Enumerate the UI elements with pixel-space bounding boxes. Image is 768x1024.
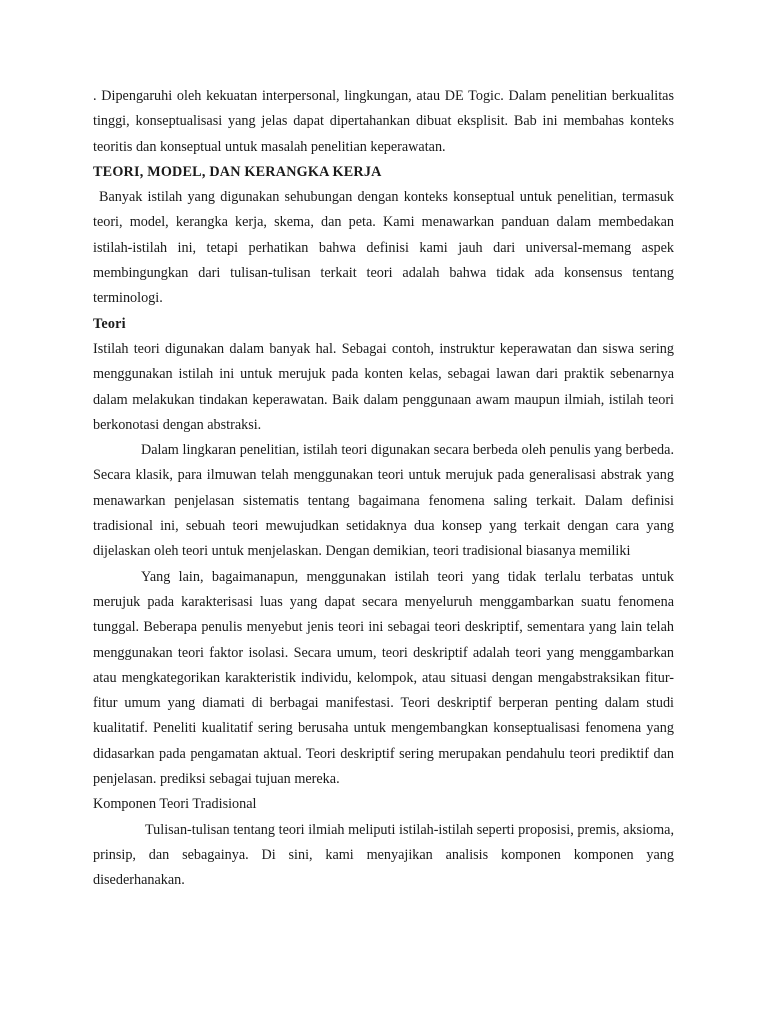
paragraph-teori-3: Yang lain, bagaimanapun, menggunakan istilah teori yang tidak terlalu terbatas untuk merujuk pada karakterisasi luas yang dapat secara menyeluruh menggambarkan suatu fenomena tunggal. Beberapa penulis menyebut jenis teori ini sebagai teori deskriptif, sementara yang lain telah menggunakan teori faktor isolasi. Secara umum, teori deskriptif adalah teori yang menggambarkan atau mengkategorikan karakteristik individu, kelompok, atau situasi dengan mengabstraksikan fitur-fitur umum yang diamati di berbagai manifestasi. Teori deskriptif berperan penting dalam studi kualitatif. Peneliti kualitatif sering berusaha untuk mengembangkan konseptualisasi fenomena yang didasarkan pada pengamatan aktual. Teori deskriptif sering merupakan pendahulu teori prediktif dan penjelasan. prediksi sebagai tujuan mereka. [93, 568, 674, 788]
paragraph-teori-2: Dalam lingkaran penelitian, istilah teori digunakan secara berbeda oleh penulis yang berbeda. Secara klasik, para ilmuwan telah menggunakan teori untuk merujuk pada generalisasi abstrak yang menawarkan penjelasan sistematis tentang bagaimana fenomena saling terkait. Dalam definisi tradisional ini, sebuah teori mewujudkan setidaknya dua konsep yang terkait dengan cara yang dijelaskan oleh teori untuk menjelaskan. Dengan demikian, teori tradisional biasanya memiliki [93, 442, 674, 560]
intro-paragraph: . Dipengaruhi oleh kekuatan interpersonal, lingkungan, atau DE Togic. Dalam penelitian berkualitas tinggi, konseptualisasi yang jelas dapat dipertahankan dibuat eksplisit. Bab ini membahas konteks teoritis dan konseptual untuk masalah penelitian keperawatan. [93, 88, 674, 155]
paragraph-terms: Banyak istilah yang digunakan sehubungan dengan konteks konseptual untuk penelitian, termasuk teori, model, kerangka kerja, skema, dan peta. Kami menawarkan panduan dalam membedakan istilah-istilah ini, tetapi perhatikan bahwa definisi kami jauh dari universal-memang aspek membingungkan dari tulisan-tulisan terkait teori adalah bahwa tidak ada konsensus tentang terminologi. [93, 189, 674, 307]
subheading-komponen: Komponen Teori Tradisional [93, 796, 257, 813]
section-heading-teori-model-kerangka: TEORI, MODEL, DAN KERANGKA KERJA [93, 163, 382, 180]
document-body [93, 84, 674, 894]
paragraph-teori-1: Istilah teori digunakan dalam banyak hal. Sebagai contoh, instruktur keperawatan dan siswa sering menggunakan istilah ini untuk merujuk pada konten kelas, sebagai lawan dari praktik sebenarnya dalam melakukan tindakan keperawatan. Baik dalam penggunaan awam maupun ilmiah, istilah teori berkonotasi dengan abstraksi. [93, 340, 674, 433]
subheading-teori: Teori [93, 315, 126, 332]
paragraph-komponen: Tulisan-tulisan tentang teori ilmiah meliputi istilah-istilah seperti proposisi, premis, aksioma, prinsip, dan sebagainya. Di sini, kami menyajikan analisis komponen komponen yang disederhanakan. [93, 821, 674, 889]
